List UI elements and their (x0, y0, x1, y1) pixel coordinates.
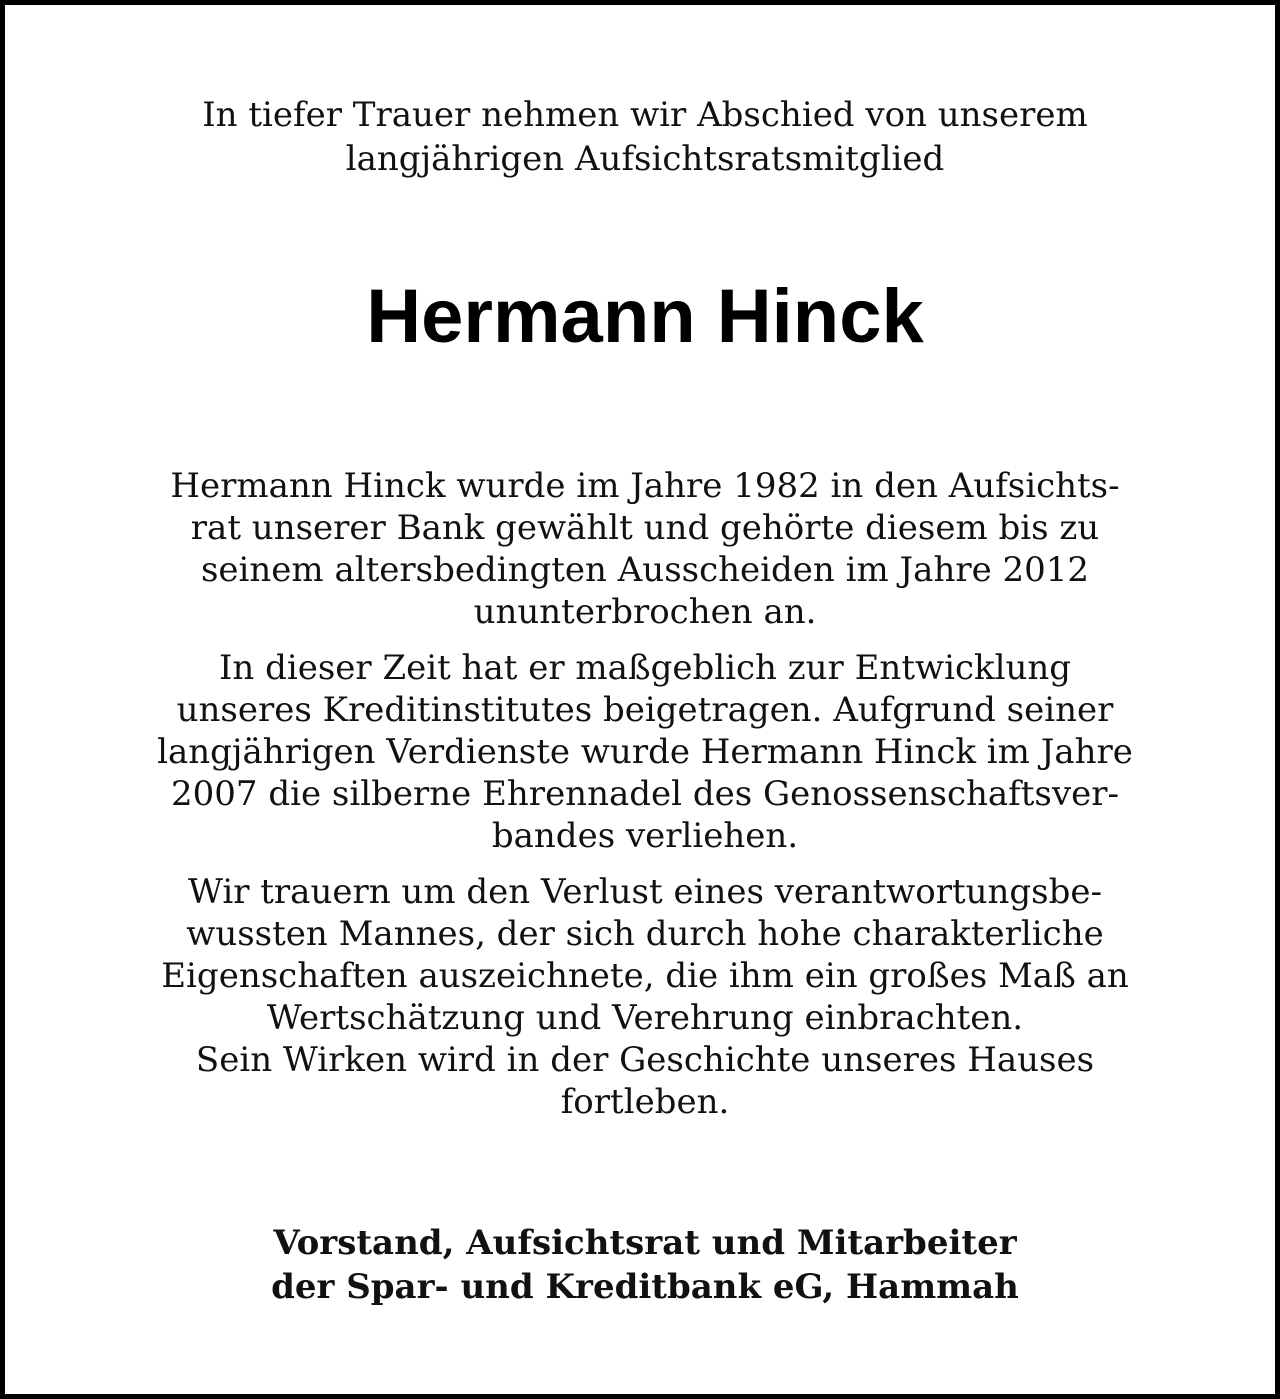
paragraph-line: Hermann Hinck wurde im Jahre 1982 in den Aufsichts- (170, 466, 1120, 506)
paragraph-line: bandes verliehen. (491, 816, 799, 856)
deceased-name: Hermann Hinck (366, 274, 924, 359)
paragraph-line: unseres Kreditinstitutes beigetragen. Aufgrund seiner (176, 690, 1114, 730)
intro-line: In tiefer Trauer nehmen wir Abschied von unserem (202, 95, 1088, 135)
paragraph-line: ununterbrochen an. (473, 592, 817, 632)
paragraph-line: In dieser Zeit hat er maßgeblich zur Entwicklung (218, 648, 1072, 688)
signature-line: der Spar- und Kreditbank eG, Hammah (271, 1267, 1019, 1307)
paragraph-line: wussten Mannes, der sich durch hohe charakterliche (186, 914, 1104, 954)
paragraph-line: 2007 die silberne Ehrennadel des Genossenschaftsver- (171, 774, 1119, 814)
paragraph-line: Wir trauern um den Verlust eines verantwortungsbe- (187, 872, 1103, 912)
paragraph-mourning (65, 871, 1225, 1123)
intro-text (5, 93, 1280, 181)
paragraph-merits (65, 647, 1225, 857)
paragraph-line: Sein Wirken wird in der Geschichte unseres Hauses (195, 1040, 1095, 1080)
paragraph-line: seinem altersbedingten Ausscheiden im Jahre 2012 (200, 550, 1090, 590)
paragraph-line: Wertschätzung und Verehrung einbrachten. (266, 998, 1024, 1038)
signature-block (5, 1221, 1280, 1309)
paragraph-line: langjährigen Verdienste wurde Hermann Hinck im Jahre (157, 732, 1133, 772)
paragraph-line: fortleben. (560, 1082, 730, 1122)
paragraph-line: rat unserer Bank gewählt und gehörte diesem bis zu (190, 508, 1100, 548)
signature-line: Vorstand, Aufsichtsrat und Mitarbeiter (273, 1223, 1017, 1263)
paragraph-line: Eigenschaften auszeichnete, die ihm ein großes Maß an (161, 956, 1129, 996)
paragraph-career (65, 465, 1225, 633)
intro-line: langjährigen Aufsichtsratsmitglied (345, 139, 945, 179)
